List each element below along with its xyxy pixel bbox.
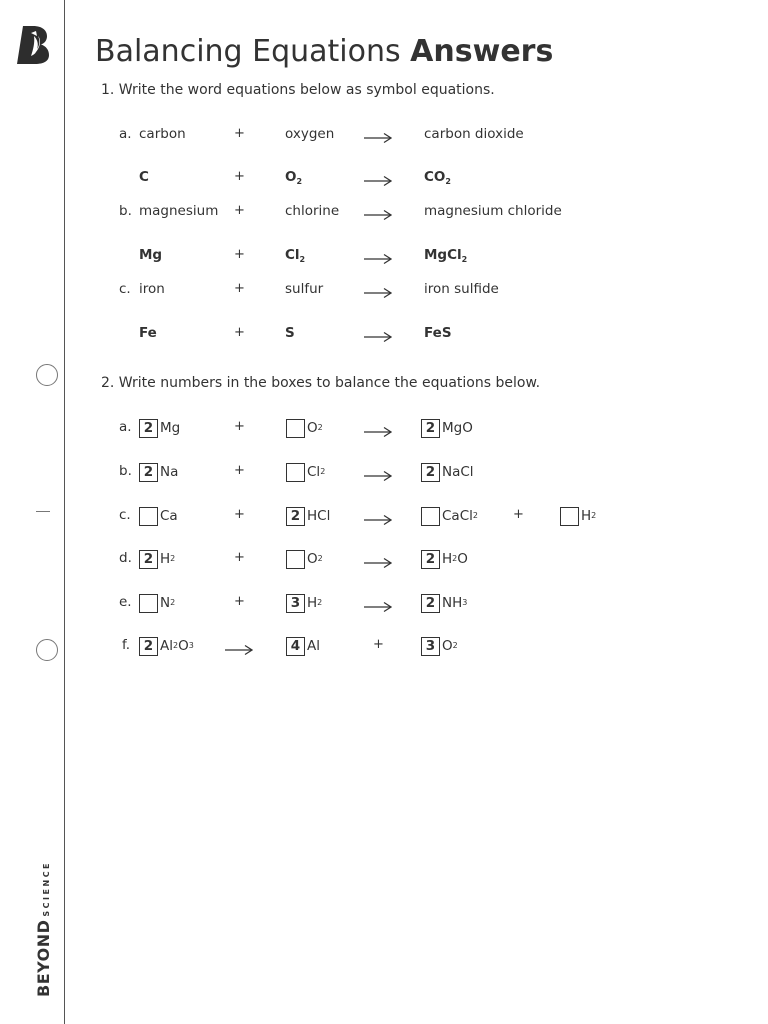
brand-main-text: BEYOND [34,919,53,997]
plus-sign: + [234,169,245,184]
coefficient-box[interactable]: 2 [286,507,305,526]
product-word: iron sulfide [424,281,499,297]
item-label: e. [119,594,132,610]
product-symbol [424,325,452,341]
product-symbol [424,169,451,185]
reactant-1-symbol: C [139,169,149,185]
coefficient-box[interactable] [139,507,158,526]
arrow-icon [364,328,392,340]
plus-sign: + [234,550,245,565]
plus-sign: + [234,126,245,141]
punch-hole-lower [36,639,58,661]
formula-text: H [160,551,171,567]
plus-sign: + [234,203,245,218]
symbol-text: Cl [285,247,300,263]
arrow-icon [225,641,253,653]
term-2 [286,635,320,657]
page-title [95,34,553,69]
formula-text: Na [160,464,179,480]
term-2: Cl 2 [286,461,325,483]
title-bold: Answers [410,34,554,69]
formula-text: Cl [307,464,321,480]
term-1 [139,505,178,527]
coefficient-box[interactable] [139,594,158,613]
brand-sub-text: SCIENCE [42,860,51,917]
subscript: 2 [296,177,303,186]
coefficient-box[interactable]: 2 [139,550,158,569]
formula-text: H [442,551,453,567]
term-3: 2 H 2 O [421,548,468,570]
formula-text: O [442,638,453,654]
subscript: 2 [299,255,306,264]
term-1 [139,461,178,483]
subscript: 2 [461,255,468,264]
formula-text: NaCl [442,464,474,480]
coefficient-box[interactable]: 3 [421,637,440,656]
coefficient-box[interactable] [560,507,579,526]
term-2: O 2 [286,548,323,570]
item-label: d. [119,550,132,566]
symbol-text: MgCl [424,247,462,263]
plus-sign: + [234,463,245,478]
margin-line [64,0,65,1024]
formula-text: Ca [160,508,178,524]
plus-sign: + [234,281,245,296]
coefficient-box[interactable]: 2 [139,637,158,656]
formula-text: Al [160,638,173,654]
question-1-prompt: 1. Write the word equations below as symbol equations. [101,82,495,98]
formula-text: O [307,551,318,567]
margin-tick-mark [36,511,50,512]
reactant-1-word: magnesium [139,203,219,219]
item-label: c. [119,281,131,297]
subscript: 2 [445,177,451,186]
reactant-2-word: oxygen [285,126,335,142]
coefficient-box[interactable] [286,419,305,438]
plus-sign: + [234,325,245,340]
item-label: a. [119,419,132,435]
plus-sign: + [373,637,384,652]
plus-sign: + [234,507,245,522]
formula-text: N [160,595,171,611]
reactant-1-symbol: Fe [139,325,157,341]
plus-sign: + [234,419,245,434]
coefficient-box[interactable] [286,550,305,569]
term-1: 2 Al 2 O 3 [139,635,194,657]
reactant-1-word: carbon [139,126,186,142]
formula-text: MgO [442,420,473,436]
product-word: carbon dioxide [424,126,524,142]
arrow-icon [364,554,392,566]
formula-text: O [307,420,318,436]
coefficient-box[interactable]: 3 [286,594,305,613]
coefficient-box[interactable]: 2 [421,463,440,482]
formula-text: H [307,595,318,611]
term-3 [421,417,473,439]
arrow-icon [364,598,392,610]
term-1: 2 H 2 [139,548,175,570]
plus-sign: + [513,507,524,522]
arrow-icon [364,206,392,218]
plus-sign: + [234,594,245,609]
term-3 [421,461,474,483]
symbol-text: CO [424,169,446,185]
formula-text: CaCl [442,508,473,524]
symbol-text: O [285,169,297,185]
term-3: 3 O 2 [421,635,458,657]
plus-sign: + [234,247,245,262]
symbol-text: FeS [424,325,452,341]
arrow-icon [364,284,392,296]
term-1: N 2 [139,592,175,614]
term-1 [139,417,180,439]
brand-wordmark [34,861,53,997]
formula-text: Mg [160,420,181,436]
term-3: CaCl 2 [421,505,478,527]
coefficient-box[interactable]: 2 [421,594,440,613]
term-2 [286,505,330,527]
coefficient-box[interactable] [286,463,305,482]
question-2-prompt: 2. Write numbers in the boxes to balance the equations below. [101,375,541,391]
arrow-icon [364,467,392,479]
coefficient-box[interactable]: 2 [139,419,158,438]
formula-text: Al [307,638,320,654]
beyond-science-logo-icon [16,25,50,65]
term-3: 2 NH 3 [421,592,467,614]
product-symbol [424,247,467,263]
arrow-icon [364,172,392,184]
term-4: H 2 [560,505,596,527]
item-label: a. [119,126,132,142]
item-label: b. [119,463,132,479]
reactant-2-symbol [285,169,302,185]
coefficient-box[interactable]: 4 [286,637,305,656]
arrow-icon [364,511,392,523]
coefficient-box[interactable]: 2 [139,463,158,482]
coefficient-box[interactable]: 2 [421,550,440,569]
arrow-icon [364,423,392,435]
arrow-icon [364,250,392,262]
arrow-icon [364,129,392,141]
symbol-text: S [285,325,295,341]
title-main: Balancing Equations [95,34,401,69]
reactant-2-symbol [285,247,305,263]
term-2: O 2 [286,417,323,439]
item-label: b. [119,203,132,219]
formula-text: NH [442,595,463,611]
item-label: c. [119,507,131,523]
coefficient-box[interactable] [421,507,440,526]
coefficient-box[interactable]: 2 [421,419,440,438]
term-2: 3 H 2 [286,592,322,614]
formula-text: H [581,508,592,524]
formula-text: O [457,551,468,567]
formula-text: HCl [307,508,331,524]
reactant-2-symbol [285,325,295,341]
formula-text: O [178,638,189,654]
punch-hole-upper [36,364,58,386]
item-label: f. [122,637,131,653]
reactant-2-word: sulfur [285,281,324,297]
product-word: magnesium chloride [424,203,562,219]
reactant-1-symbol: Mg [139,247,163,263]
reactant-2-word: chlorine [285,203,340,219]
reactant-1-word: iron [139,281,165,297]
